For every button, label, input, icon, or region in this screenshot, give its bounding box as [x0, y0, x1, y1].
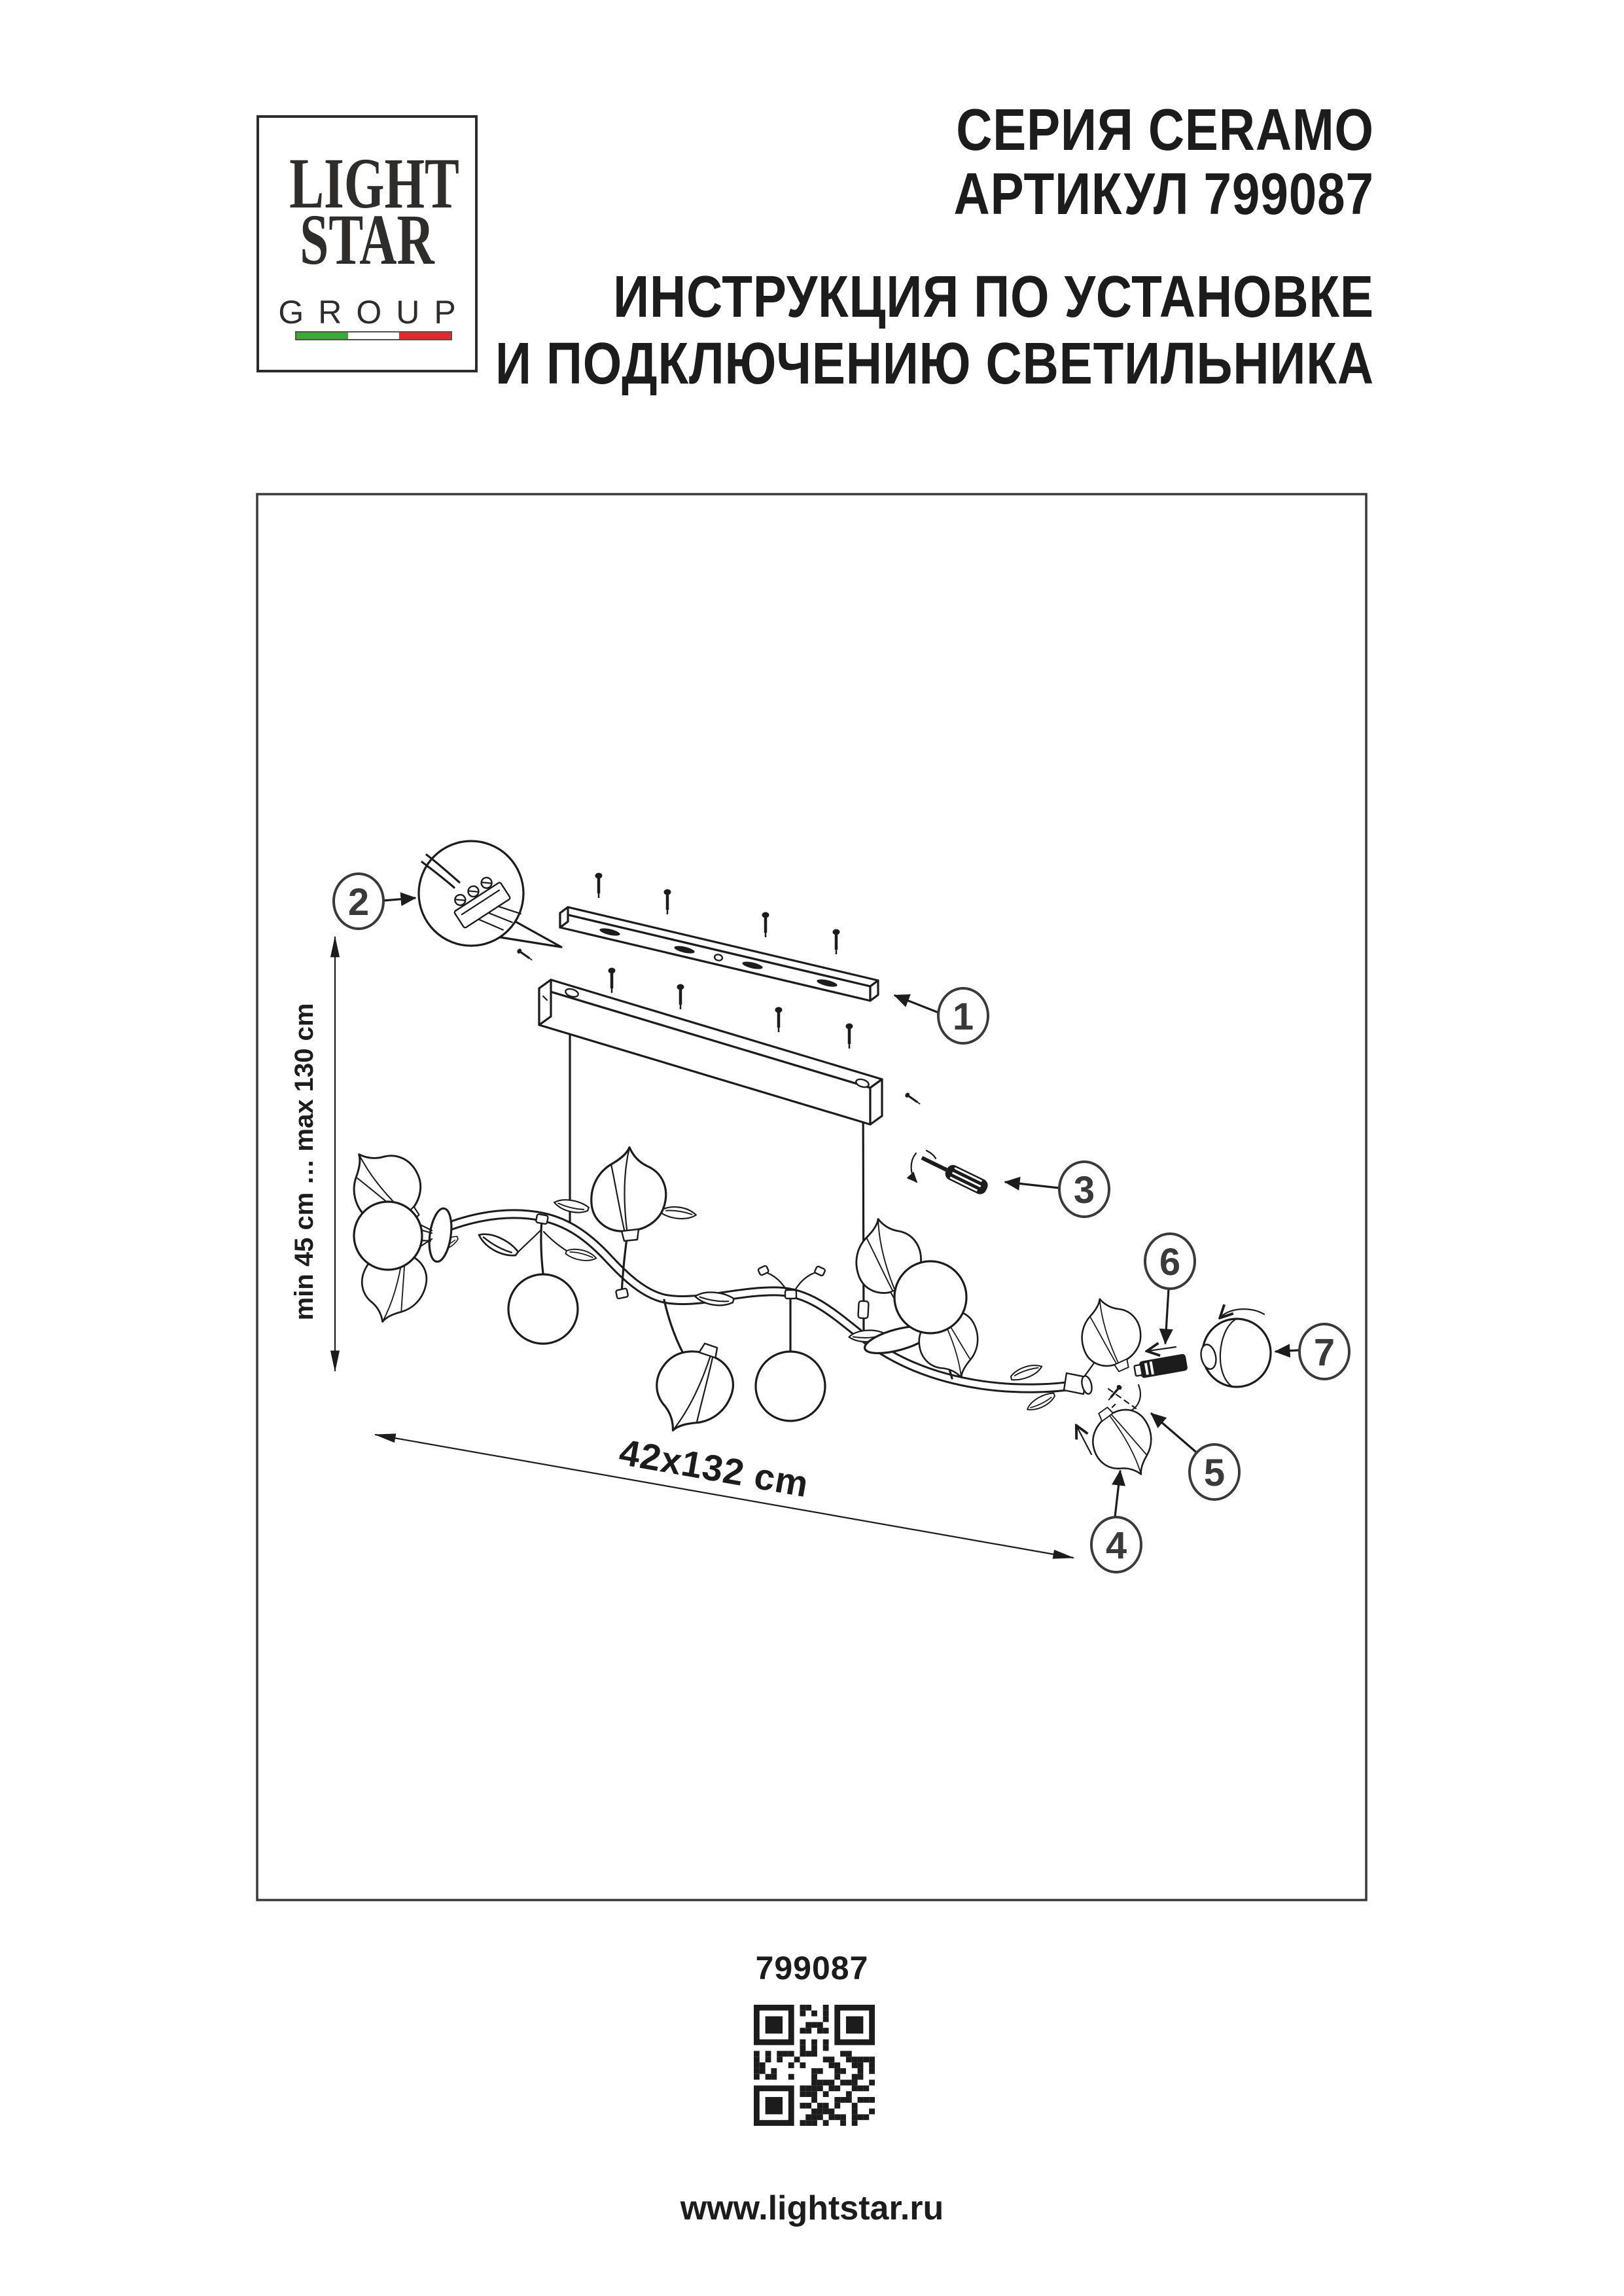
size-dimension [376, 1431, 1073, 1558]
mounting-bracket [560, 907, 878, 1001]
callout-3-number: 3 [1073, 1169, 1095, 1211]
callout-2-number: 2 [347, 881, 370, 924]
footer-website: www.lightstar.ru [680, 2189, 944, 2227]
callout-1 [895, 988, 988, 1043]
instruction-title-line1: ИНСТРУКЦИЯ ПО УСТАНОВКЕ [613, 264, 1375, 331]
wiring-magnifier [419, 841, 561, 947]
callout-5 [1152, 1414, 1239, 1499]
size-dimension-label: 42x132 cm [616, 1431, 812, 1505]
chandelier [332, 1133, 1151, 1446]
lamp-module [1133, 1347, 1188, 1379]
callout-6-number: 6 [1159, 1241, 1181, 1283]
callout-6 [1145, 1234, 1195, 1343]
detached-ball-shade [1199, 1309, 1271, 1387]
qr-code [754, 2005, 875, 2126]
logo-word-light: LIGHT [289, 143, 459, 223]
logo-word-group: GROUP [278, 294, 470, 331]
ceiling-canopy [539, 980, 882, 1124]
callout-4-number: 4 [1105, 1524, 1127, 1567]
series-title: СЕРИЯ CERAMO [956, 98, 1374, 163]
socket-screws [1106, 1384, 1140, 1411]
detached-flower-shade [1077, 1394, 1167, 1489]
callout-2 [334, 874, 415, 929]
article-title: АРТИКУЛ 799087 [953, 162, 1374, 228]
logo-word-star: STAR [300, 199, 434, 279]
instruction-title-line2: И ПОДКЛЮЧЕНИЮ СВЕТИЛЬНИКА [495, 331, 1374, 397]
callout-7-number: 7 [1313, 1331, 1335, 1374]
footer-article-number: 799087 [755, 1950, 869, 1986]
callout-4 [1091, 1471, 1141, 1572]
callout-7 [1276, 1324, 1349, 1379]
branch-end-socket [1064, 1373, 1093, 1395]
callout-5-number: 5 [1203, 1452, 1226, 1494]
height-dimension [290, 937, 335, 1371]
callout-1-number: 1 [952, 996, 974, 1038]
callout-3 [1006, 1162, 1109, 1217]
screwdriver [911, 1151, 990, 1196]
height-dimension-label: min 45 cm … max 130 cm [290, 1003, 319, 1321]
diagram-frame [257, 494, 1366, 1900]
